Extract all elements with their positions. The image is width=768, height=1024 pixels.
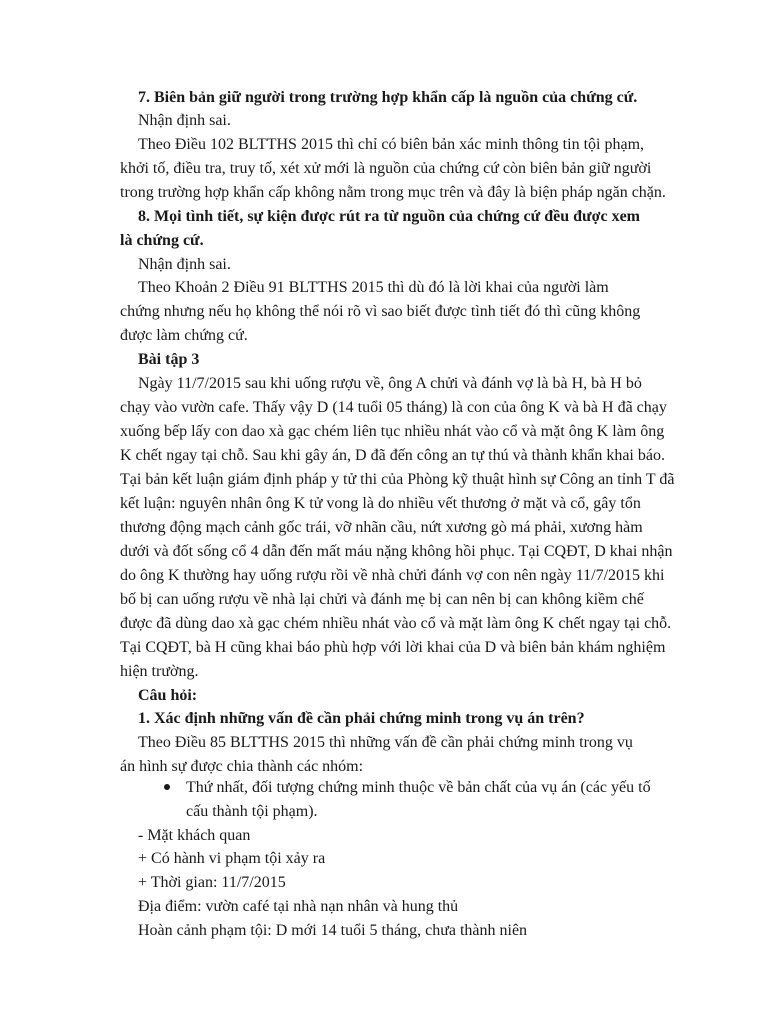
section8-verdict: Nhận định sai. xyxy=(138,256,231,273)
detail-line: Hoàn cảnh phạm tội: D mới 14 tuổi 5 tháng, chưa thành niên xyxy=(138,922,528,939)
exercise3-facts-line: xuống bếp lấy con dao xà gạc chém liên tục nhiều nhát vào cổ và mặt ông K làm ông xyxy=(120,423,665,440)
section8-heading: 8. Mọi tình tiết, sự kiện được rút ra từ nguồn của chứng cứ đều được xem xyxy=(138,208,640,225)
exercise3-facts-line: Tại CQĐT, bà H cũng khai báo phù hợp với lời khai của D và biên bản khám nghiệm xyxy=(120,639,666,656)
bullet-item-line: Thứ nhất, đối tượng chứng minh thuộc về bản chất của vụ án (các yếu tố xyxy=(186,779,651,796)
section8-explanation-line: Theo Khoản 2 Điều 91 BLTTHS 2015 thì dù đó là lời khai của người làm xyxy=(138,279,609,296)
exercise3-title: Bài tập 3 xyxy=(138,351,200,368)
exercise3-facts-line: bố bị can uống rượu về nhà lại chửi và đánh mẹ bị can nên bị can không kiềm chế xyxy=(120,591,644,608)
exercise3-facts-line: chạy vào vườn cafe. Thấy vậy D (14 tuổi 05 tháng) là con của ông K và bà H đã chạy xyxy=(120,399,667,416)
exercise3-facts-line: hiện trường. xyxy=(120,663,199,680)
question1-intro-line: Theo Điều 85 BLTTHS 2015 thì những vấn đề cần phải chứng minh trong vụ xyxy=(138,734,633,751)
section7-explanation-line: khởi tố, điều tra, truy tố, xét xử mới là nguồn của chứng cứ còn biên bản giữ người xyxy=(120,160,652,177)
question1-intro-line: án hình sự được chia thành các nhóm: xyxy=(120,758,364,775)
exercise3-facts-line: dưới và đốt sống cổ 4 dẫn đến mất máu nặng không hồi phục. Tại CQĐT, D khai nhận xyxy=(120,543,673,560)
exercise3-facts-line: do ông K thường hay uống rượu rồi về nhà chửi đánh vợ con nên ngày 11/7/2015 khi xyxy=(120,567,665,584)
detail-line: + Thời gian: 11/7/2015 xyxy=(138,874,286,891)
exercise3-facts-line: thương động mạch cảnh gốc trái, vỡ nhãn cầu, nứt xương gò má phải, xương hàm xyxy=(120,519,643,536)
bullet-item-line: cấu thành tội phạm). xyxy=(186,803,318,820)
question1-heading: 1. Xác định những vấn đề cần phải chứng minh trong vụ án trên? xyxy=(138,710,585,727)
section8-heading: là chứng cứ. xyxy=(120,232,204,249)
exercise3-facts-line: được đã dùng dao xà gạc chém nhiều nhát vào cổ và mặt làm ông K chết ngay tại chỗ. xyxy=(120,615,672,632)
section7-explanation-line: Theo Điều 102 BLTTHS 2015 thì chỉ có biên bản xác minh thông tin tội phạm, xyxy=(138,136,645,153)
detail-line: + Có hành vi phạm tội xảy ra xyxy=(138,850,326,867)
questions-label: Câu hỏi: xyxy=(138,687,198,704)
section7-verdict: Nhận định sai. xyxy=(138,112,231,129)
section8-explanation-line: chứng nhưng nếu họ không thể nói rõ vì sao biết được tình tiết đó thì cũng không xyxy=(120,303,641,320)
exercise3-facts-line: Tại bản kết luận giám định pháp y tử thi của Phòng kỹ thuật hình sự Công an tỉnh T đã xyxy=(120,471,675,488)
section7-heading: 7. Biên bản giữ người trong trường hợp khẩn cấp là nguồn của chứng cứ. xyxy=(138,89,638,106)
section8-explanation-line: được làm chứng cứ. xyxy=(120,327,248,344)
detail-line: Địa điểm: vườn café tại nhà nạn nhân và hung thủ xyxy=(138,898,459,915)
exercise3-facts-line: kết luận: nguyên nhân ông K tử vong là do nhiều vết thương ở mặt và cổ, gây tổn xyxy=(120,495,641,512)
exercise3-facts-line: K chết ngay tại chỗ. Sau khi gây án, D đã đến công an tự thú và thành khẩn khai báo. xyxy=(120,447,665,464)
bullet-dot-icon xyxy=(164,784,170,790)
detail-line: - Mặt khách quan xyxy=(138,827,251,844)
section7-explanation-line: trong trường hợp khẩn cấp không nằm trong mục trên và đây là biện pháp ngăn chặn. xyxy=(120,184,666,201)
exercise3-facts-line: Ngày 11/7/2015 sau khi uống rượu về, ông A chửi và đánh vợ là bà H, bà H bỏ xyxy=(138,375,642,392)
